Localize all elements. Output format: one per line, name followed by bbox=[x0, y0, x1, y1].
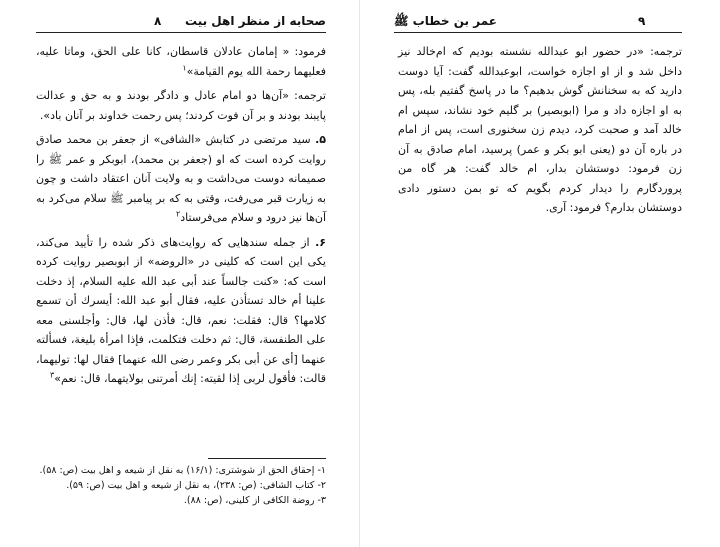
footnote-1: ۱- إحقاق الحق از شوشتری: (۱۶/۱) به نقل از شیعه و اهل بیت (ص: ۵۸). bbox=[39, 465, 326, 476]
right-page-body bbox=[398, 42, 682, 223]
footnote-ref: ۲ bbox=[175, 209, 181, 219]
footnote-3: ۳- روضة الکافی از کلینی، (ص: ۸۸). bbox=[183, 495, 326, 506]
footnotes bbox=[36, 458, 326, 508]
paragraph-translation bbox=[398, 42, 682, 218]
item-number: ۶. bbox=[315, 235, 326, 249]
right-page-running-title: عمر بن خطاب ﷺ bbox=[394, 14, 497, 28]
footnote-ref: ۱ bbox=[182, 62, 187, 72]
footnote-ref: ۳ bbox=[49, 370, 55, 380]
paragraph-text: از جمله سندهایی که روایت‌های ذکر شده را تأیید می‌کند، یکی این است که کلینی در «الروضه» از ابوبصیر روایت کرده است که: «کنت جالساً عند أبی عبد الله علیه السلام، إذ دخلت علینا أم خالد تستأذن علیه، فقال أبو عبد الله: أیسرك أن تسمع کلامها؟ قال: فقلت: نعم، قال: فأذن لها، قال: وأجلسنی معه علی الطنفسة، قال: ثم دخلت فتکلمت، فإذا امرأة بلیغة، فسألته عنهما [أی عن أبی بکر وعمر رضی الله عنهما] فقال لها: تولیهما، قالت: فأقول لربی إذا لقیته: إنك أمرتنی بولایتهما، قال: نعم» bbox=[36, 235, 326, 385]
paragraph-text: ترجمه: «در حضور ابو عبدالله نشسته بودیم که ام‌خالد نیز داخل شد و از او اجازه خواست، ابوعبدالله گفت: آیا دوست دارید که به سخنانش گوش بدهیم؟ ما در پاسخ گفتیم بله، پس به او اجازه داد و مرا (ابوبصیر) بر گلیم خود نشاند، سپس ام خالد آمد و صحبت کرد، دیدم زن سخنوری است، پس از امام در باره آن دو (یعنی ابو بکر و عمر) پرسید، امام صادق به آن زن فرمود: دوستشان بدار، ام خالد گفت: هر گاه من پروردگارم را دیدار کردم بگویم که تو بمن دستور دادی دوستشان بدارم؟ فرمود: آری. bbox=[398, 45, 682, 214]
left-page-running-title: صحابه از منظر اهل بیت bbox=[185, 14, 326, 28]
left-page-header bbox=[36, 10, 326, 33]
footnote-2: ۲- کتاب الشافی: (ص: ۲۳۸)، به نقل از شیعه و اهل بیت (ص: ۵۹). bbox=[66, 480, 326, 491]
left-page-body bbox=[36, 42, 326, 394]
paragraph-text: ترجمه: «آن‌ها دو امام عادل و دادگر بودند و به حق و عدالت پایبند بودند و بر آن فوت کردند؛ پس رحمت خداوند بر آنان باد». bbox=[36, 89, 326, 122]
right-page-header bbox=[394, 10, 682, 33]
paragraph-item-5 bbox=[36, 130, 326, 228]
paragraph-text: سید مرتضی در کتابش «الشافی» از جعفر بن محمد صادق روایت کرده است که او (جعفر بن محمد)، ابوبکر و عمر ﷺ را صمیمانه دوست می‌داشت و به ولایت آنان اعتقاد داشت و چون به زیارت قبر می‌رفت، وقتی به که بر پیامبر ﷺ سلام می‌کرد به آن‌ها نیز درود و سلام می‌فرستاد bbox=[36, 133, 326, 224]
paragraph-arabic-quote bbox=[36, 42, 326, 81]
paragraph-translation bbox=[36, 86, 326, 125]
item-number: ۵. bbox=[315, 133, 326, 146]
paragraph-text: فرمود: « إماما‌ن عادلا‌ن قاسطا‌ن، کانا علی الحق، وماتا علیه، فعلیهما رحمة الله یوم القیامة» bbox=[36, 45, 326, 78]
left-page-number: ۸ bbox=[154, 14, 162, 28]
paragraph-item-6 bbox=[36, 233, 326, 389]
footnote-divider bbox=[208, 458, 326, 459]
right-page bbox=[360, 0, 720, 547]
right-page-number: ۹ bbox=[638, 14, 646, 28]
